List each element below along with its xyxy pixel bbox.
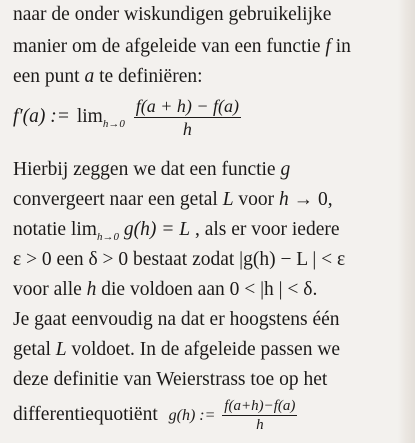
math-var: f — [325, 36, 331, 57]
text: in — [330, 36, 351, 57]
text: , als er voor iedere — [190, 219, 340, 240]
fraction-denominator: h — [256, 417, 264, 433]
text: te definiëren: — [94, 66, 203, 87]
text-line-8 — [13, 249, 345, 271]
formula-lhs: g(h) := — [168, 406, 216, 424]
text: notatie lim — [13, 219, 97, 240]
page-edge-shadow — [398, 0, 415, 443]
text: ε > 0 een δ > 0 bestaat zodat |g(h) − L | < ε — [13, 249, 346, 270]
text: voor alle — [13, 279, 87, 300]
text: voor — [233, 189, 280, 210]
text: Hierbij zeggen we dat een functie — [13, 159, 281, 180]
math-var: L — [222, 189, 234, 210]
text-line-5 — [13, 159, 290, 181]
text: manier om de afgeleide van een functie — [13, 36, 326, 57]
fraction-numerator: f(a+h)−f(a) — [224, 398, 296, 414]
text: deze definitie van Weierstrass toe op het — [13, 369, 328, 390]
text: convergeert naar een getal — [13, 189, 223, 210]
formula-lhs: f′(a) := — [13, 105, 70, 127]
lim-subscript: h→0 — [102, 117, 125, 130]
text: naar de onder wiskundigen gebruikelijke — [13, 4, 332, 25]
lim-subscript: h→0 — [96, 231, 119, 243]
fraction-denominator: h — [182, 119, 192, 139]
text-line-2 — [13, 36, 351, 58]
text-line-13 — [13, 398, 297, 433]
text-line-6 — [13, 189, 333, 211]
fraction-bar — [222, 415, 297, 416]
text: getal — [13, 339, 56, 360]
math-var: g — [280, 159, 291, 180]
lim-operator: lim — [76, 105, 103, 127]
text: → 0, — [288, 189, 333, 210]
math-var: a — [84, 66, 95, 87]
text: voldoet. In de afgeleide passen we — [66, 339, 341, 360]
fraction-bar — [134, 117, 241, 118]
fraction-numerator: f(a + h) − f(a) — [135, 96, 239, 116]
text-line-1 — [13, 4, 331, 26]
definition-formula — [13, 96, 241, 139]
text: een punt — [13, 66, 85, 87]
math-expression: g(h) = L — [118, 219, 191, 240]
math-var: h — [279, 189, 289, 210]
text-line-3 — [13, 66, 203, 88]
text-line-9 — [13, 279, 317, 301]
text-line-11 — [13, 339, 340, 361]
text-line-12 — [13, 369, 327, 391]
text: differentiequotiënt — [13, 403, 158, 425]
math-var: h — [86, 279, 97, 300]
text: die voldoen aan 0 < |h | < δ. — [96, 279, 318, 300]
math-var: L — [55, 339, 67, 360]
text-line-7 — [13, 219, 340, 243]
text: Je gaat eenvoudig na dat er hoogstens één — [13, 309, 340, 330]
differentiequotient-fraction — [222, 398, 297, 433]
difference-quotient-fraction — [134, 96, 241, 139]
text-line-10 — [13, 309, 340, 331]
